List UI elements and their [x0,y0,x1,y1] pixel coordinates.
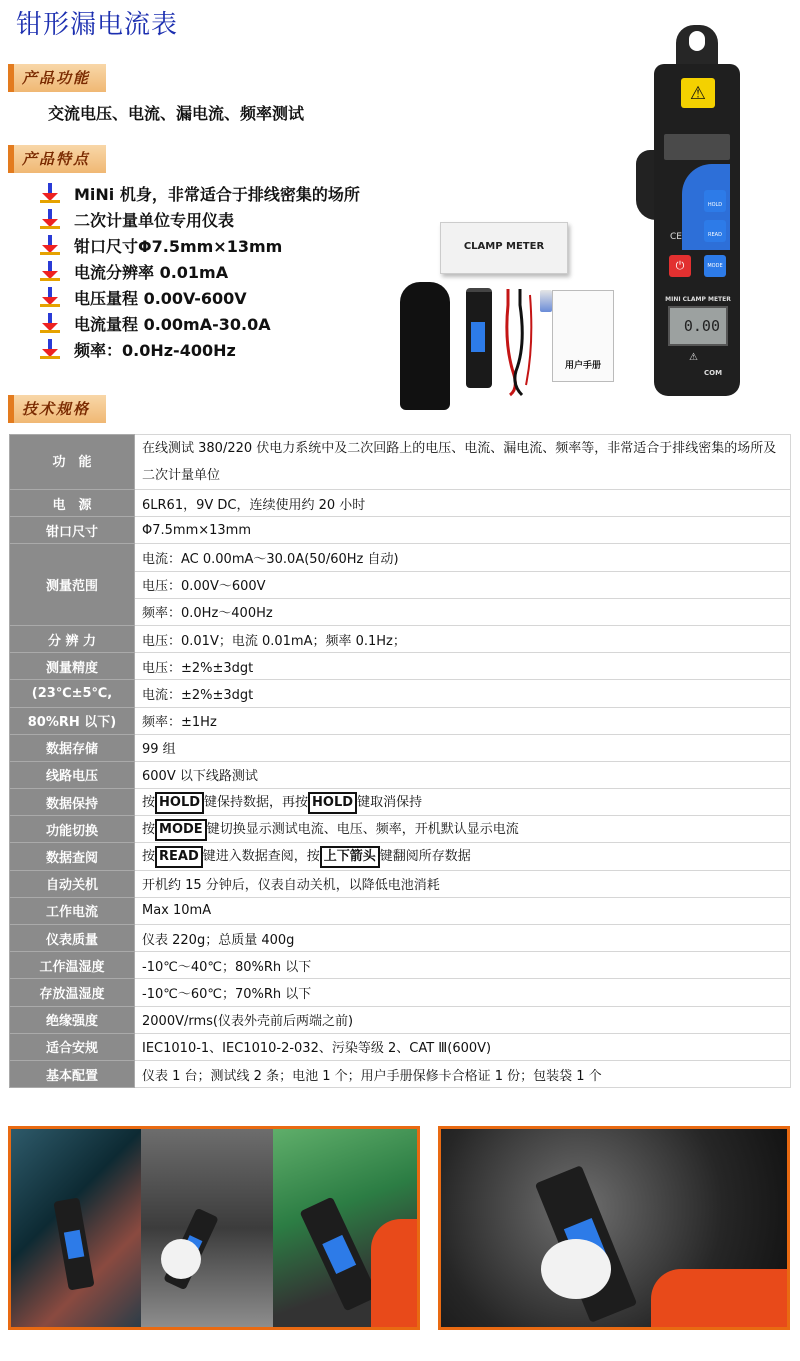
power-icon: ⏻ [669,255,691,277]
spec-value: 电流：±2%±3dgt [135,680,791,707]
spec-label: 电 源 [10,490,135,517]
feature-item [40,258,360,284]
application-photo-left [8,1126,420,1330]
section-tag-specs: 技术规格 [8,395,106,423]
spec-label: (23℃±5℃, [10,680,135,707]
spec-label: 自动关机 [10,870,135,897]
table-row [10,435,791,490]
spec-text: 按 [142,821,156,837]
page-title: 钳形漏电流表 [16,10,179,40]
battery-image [540,290,552,312]
spec-value [135,843,791,870]
spec-value: 频率：0.0Hz～400Hz [135,598,791,625]
feature-text: 钳口尺寸Φ7.5mm×13mm [74,236,283,256]
read-key-image: READ [704,220,726,242]
spec-label: 绝缘强度 [10,1006,135,1033]
spec-value: 仪表 220g；总质量 400g [135,925,791,952]
spec-value: 6LR61，9V DC，连续使用约 20 小时 [135,490,791,517]
table-row [10,979,791,1006]
spec-label: 仪表质量 [10,925,135,952]
spec-value [135,816,791,843]
hold-key-label: HOLD [308,792,357,814]
table-row [10,870,791,897]
arrow-down-icon [40,339,60,359]
spec-value: 频率：±1Hz [135,707,791,734]
photo-sleeve [371,1219,417,1329]
table-row [10,680,791,707]
hold-key-label: HOLD [155,792,204,814]
meter-top-window [664,134,730,160]
warning-icon: ⚠ [681,78,715,108]
warning-small-icon: ⚠ [689,352,698,363]
manual-label: 用户手册 [564,361,601,371]
spec-label: 测量精度 [10,653,135,680]
meter-lcd: 0.00 [668,306,728,346]
spec-text: 键取消保持 [357,794,423,810]
photo-glove [541,1239,611,1299]
arrow-key-label: 上下箭头 [320,846,380,868]
ce-mark: CE [670,232,682,242]
spec-text: 按 [142,794,156,810]
table-row [10,1006,791,1033]
spec-label: 功 能 [10,435,135,490]
spec-label: 工作温湿度 [10,952,135,979]
spec-value: 600V 以下线路测试 [135,761,791,788]
spec-label: 数据存储 [10,734,135,761]
photo-glove [161,1239,201,1279]
spec-text: 键切换显示测试电流、电压、频率，开机默认显示电流 [206,821,519,837]
user-manual-image [552,290,614,382]
table-row [10,1033,791,1060]
spec-value: -10℃～40℃；80%Rh 以下 [135,952,791,979]
table-row [10,925,791,952]
arrow-down-icon [40,209,60,229]
spec-label: 基本配置 [10,1060,135,1087]
table-row [10,952,791,979]
mode-key-image: MODE [704,255,726,277]
spec-text: 按 [142,849,156,865]
spec-value: 电压：0.01V；电流 0.01mA；频率 0.1Hz； [135,625,791,652]
spec-value: -10℃～60℃；70%Rh 以下 [135,979,791,1006]
spec-label: 线路电压 [10,761,135,788]
table-row [10,1060,791,1087]
spec-value: 开机约 15 分钟后，仪表自动关机，以降低电池消耗 [135,870,791,897]
spec-label: 分 辨 力 [10,625,135,652]
table-row [10,625,791,652]
table-row [10,653,791,680]
feature-item [40,232,360,258]
spec-value: Max 10mA [135,897,791,924]
spec-label: 适合安规 [10,1033,135,1060]
spec-value [135,789,791,816]
feature-item [40,310,360,336]
hold-key-image: HOLD [704,190,726,212]
spec-value: 在线测试 380/220 伏电力系统中及二次回路上的电压、电流、漏电流、频率等，非常适合于排线密集的场所及二次计量单位 [135,435,791,490]
feature-text: 二次计量单位专用仪表 [74,210,235,230]
spec-table [9,434,791,1088]
function-text: 交流电压、电流、漏电流、频率测试 [48,104,305,123]
feature-text: 电压量程 0.00V-600V [74,288,247,308]
read-key-label: READ [155,846,203,868]
test-leads-image [500,285,540,397]
mode-key-label: MODE [155,819,207,841]
arrow-down-icon [40,313,60,333]
spec-text: 键翻阅所存数据 [379,849,471,865]
spec-label: 钳口尺寸 [10,517,135,544]
table-row [10,816,791,843]
spec-value: Φ7.5mm×13mm [135,517,791,544]
product-box-image [440,222,568,274]
spec-label: 数据查阅 [10,843,135,870]
spec-value: 99 组 [135,734,791,761]
carry-pouch-image [400,282,450,410]
application-photo-right [438,1126,790,1330]
table-row [10,490,791,517]
com-port-label: COM [704,369,723,377]
mini-meter-image [466,288,492,388]
table-row [10,734,791,761]
spec-label: 存放温湿度 [10,979,135,1006]
spec-value: 仪表 1 台；测试线 2 条；电池 1 个；用户手册保修卡合格证 1 份；包装袋 1 个 [135,1060,791,1087]
spec-value: 2000V/rms(仪表外壳前后两端之前) [135,1006,791,1033]
table-row [10,843,791,870]
arrow-down-icon [40,235,60,255]
spec-label: 80%RH 以下) [10,707,135,734]
spec-text: 键保持数据，再按 [204,794,309,810]
table-row [10,544,791,571]
feature-text: MiNi 机身，非常适合于排线密集的场所 [74,184,360,204]
spec-value: 电流：AC 0.00mA～30.0A(50/60Hz 自动) [135,544,791,571]
spec-value: IEC1010-1、IEC1010-2-032、污染等级 2、CAT Ⅲ(600V) [135,1033,791,1060]
feature-item [40,180,360,206]
spec-label: 工作电流 [10,897,135,924]
feature-list [40,180,360,362]
table-row [10,707,791,734]
meter-model-label: MINI CLAMP METER [665,296,731,303]
photo-sleeve [651,1269,790,1330]
feature-item [40,206,360,232]
arrow-down-icon [40,183,60,203]
feature-text: 电流分辨率 0.01mA [74,262,229,282]
table-row [10,897,791,924]
spec-value: 电压：0.00V～600V [135,571,791,598]
spec-label: 测量范围 [10,544,135,626]
feature-item [40,336,360,362]
table-row [10,517,791,544]
feature-text: 电流量程 0.00mA-30.0A [74,314,271,334]
spec-value: 电压：±2%±3dgt [135,653,791,680]
spec-label: 功能切换 [10,816,135,843]
feature-item [40,284,360,310]
spec-text: 键进入数据查阅，按 [202,849,320,865]
arrow-down-icon [40,261,60,281]
product-box-label: CLAMP METER [463,241,545,252]
table-row [10,761,791,788]
spec-label: 数据保持 [10,789,135,816]
section-tag-function: 产品功能 [8,64,106,92]
table-row [10,789,791,816]
feature-text: 频率：0.0Hz-400Hz [74,340,236,360]
section-tag-features: 产品特点 [8,145,106,173]
arrow-down-icon [40,287,60,307]
